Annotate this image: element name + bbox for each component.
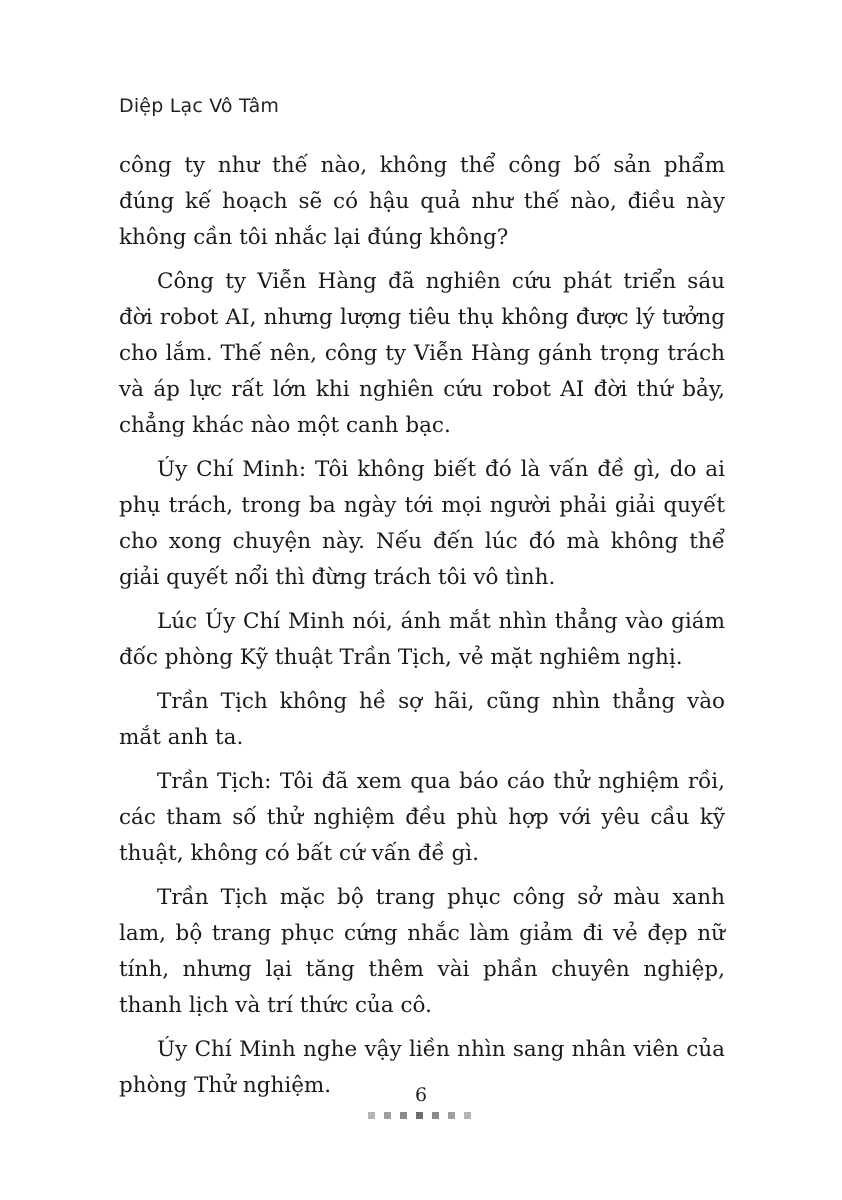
page-number: 6 — [414, 1084, 428, 1106]
body-text — [119, 148, 725, 1112]
paragraph: Lúc Úy Chí Minh nói, ánh mắt nhìn thẳng vào giám đốc phòng Kỹ thuật Trần Tịch, vẻ mặt nghiêm nghị. — [119, 609, 725, 670]
paragraph: công ty như thế nào, không thể công bố sản phẩm đúng kế hoạch sẽ có hậu quả như thế nào, điều này không cần tôi nhắc lại đúng không? — [119, 153, 725, 250]
ornament-dot — [432, 1112, 439, 1119]
paragraph: Công ty Viễn Hàng đã nghiên cứu phát triển sáu đời robot AI, nhưng lượng tiêu thụ không được lý tưởng cho lắm. Thế nên, công ty Viễn Hàng gánh trọng trách và áp lực rất lớn khi nghiên cứu robot AI đời thứ bảy, chẳng khác nào một canh bạc. — [119, 269, 725, 438]
ornament-dot — [448, 1112, 455, 1119]
ornament-dot — [464, 1112, 471, 1119]
paragraph: Trần Tịch không hề sợ hãi, cũng nhìn thẳng vào mắt anh ta. — [119, 689, 725, 750]
paragraph: Úy Chí Minh nghe vậy liền nhìn sang nhân viên của phòng Thử nghiệm. — [119, 1037, 725, 1098]
ornament-dot — [400, 1112, 407, 1119]
page-number-ornament — [368, 1112, 471, 1119]
ornament-dot — [416, 1112, 423, 1119]
paragraph: Trần Tịch: Tôi đã xem qua báo cáo thử nghiệm rồi, các tham số thử nghiệm đều phù hợp với yêu cầu kỹ thuật, không có bất cứ vấn đề gì. — [119, 769, 725, 866]
ornament-dot — [368, 1112, 375, 1119]
paragraph: Trần Tịch mặc bộ trang phục công sở màu xanh lam, bộ trang phục cứng nhắc làm giảm đi vẻ đẹp nữ tính, nhưng lại tăng thêm vài phần chuyên nghiệp, thanh lịch và trí thức của cô. — [119, 885, 725, 1018]
running-header: Diệp Lạc Vô Tâm — [119, 95, 280, 117]
paragraph: Úy Chí Minh: Tôi không biết đó là vấn đề gì, do ai phụ trách, trong ba ngày tới mọi người phải giải quyết cho xong chuyện này. Nếu đến lúc đó mà không thể giải quyết nổi thì đừng trách tôi vô tình. — [119, 457, 725, 590]
ornament-dot — [384, 1112, 391, 1119]
